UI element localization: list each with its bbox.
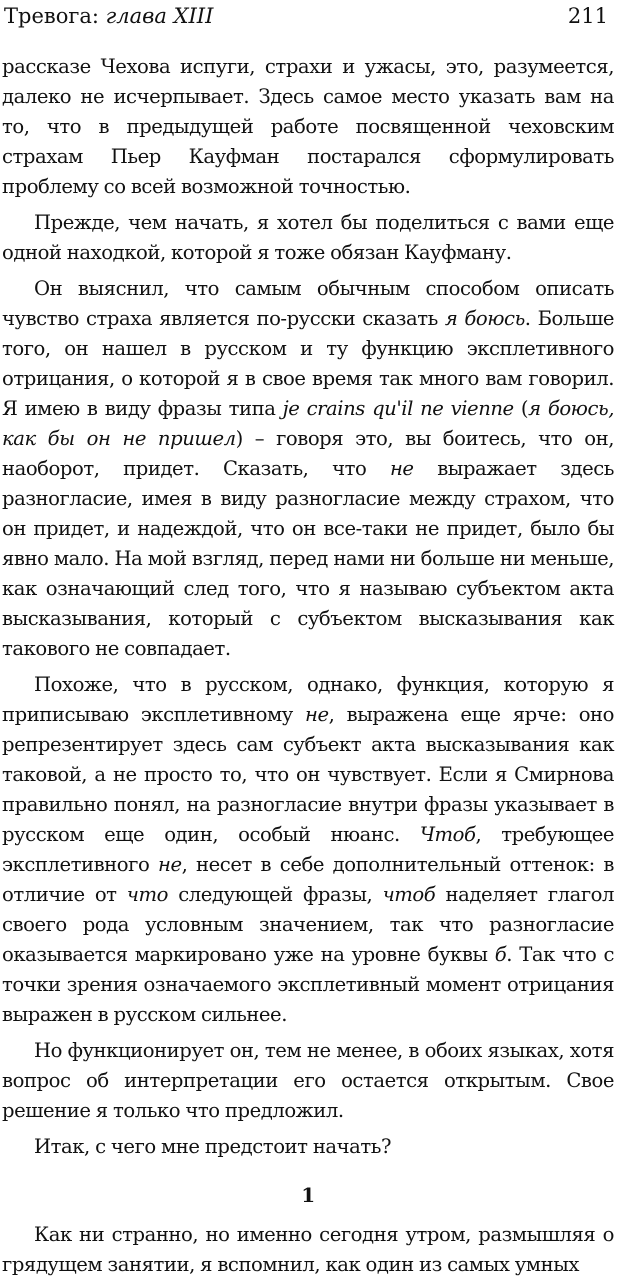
- running-head: [4, 2, 213, 30]
- page-body: [2, 52, 614, 1286]
- paragraph-2: Прежде, чем начать, я хотел бы поделиться с вами еще одной находкой, которой я тоже обязан Кауфману.: [2, 211, 614, 264]
- page-number: 211: [567, 4, 608, 28]
- italic-term: чтоб: [382, 883, 436, 906]
- italic-term: Чтоб: [419, 823, 476, 846]
- paragraph-1: рассказе Чехова испуги, страхи и ужасы, это, разумеется, далеко не исчерпывает. Здесь самое место указать вам на то, что в предыдущей работе посвященной чеховским страхам Пьер Кауфман постарался сформулировать проблему со всей возможной точностью.: [2, 55, 614, 198]
- page-header: [4, 2, 608, 42]
- italic-term: не: [389, 457, 414, 480]
- italic-term: что: [126, 883, 169, 906]
- section-number: 1: [301, 1183, 315, 1207]
- italic-term: я боюсь: [444, 307, 525, 330]
- italic-term: б: [494, 943, 507, 966]
- italic-term: не: [157, 853, 182, 876]
- running-head-chapter: глава XIII: [105, 4, 214, 28]
- italic-term: не: [305, 703, 329, 726]
- paragraph-6: Итак, с чего мне предстоит начать?: [34, 1135, 392, 1158]
- italic-term: je crains qu'il ne vienne: [282, 397, 514, 420]
- running-head-title: Тревога:: [4, 4, 99, 28]
- paragraph-5: Но функционирует он, тем не менее, в обоих языках, хотя вопрос об интерпретации его остается открытым. Свое решение я только что предложил.: [2, 1039, 614, 1122]
- italic-term: я боюсь, как бы он не пришел: [2, 397, 614, 450]
- paragraph-7: Как ни странно, но именно сегодня утром, размышляя о грядущем занятии, я вспомнил, как один из самых умных: [2, 1223, 614, 1276]
- paragraph-4: Похоже, что в русском, однако, функция, которую я приписываю эксплетивному не, выражена еще ярче: оно репрезентирует здесь сам субъект акта высказывания как таковой, а не просто то, что он чувствует. Если я Смирнова правильно понял, на разногласие внутри фразы указывает в русском еще один, особый нюанс. Чтоб, требующее эксплетивного не, несет в себе дополнительный оттенок: в отличие от что следующей фразы, чтоб наделяет глагол своего рода условным значением, так что разногласие оказывается маркировано уже на уровне буквы б. Так что с точки зрения означаемого эксплетивный момент отрицания выражен в русском сильнее.: [2, 673, 614, 1026]
- paragraph-3: Он выяснил, что самым обычным способом описать чувство страха является по-русски сказать я боюсь. Больше того, он нашел в русском и ту функцию эксплетивного отрицания, о которой я в свое время так много вам говорил. Я имею в виду фразы типа je crains qu'il ne vienne (я боюсь, как бы он не пришел) – говоря это, вы боитесь, что он, наоборот, придет. Сказать, что не выражает здесь разногласие, имея в виду разногласие между страхом, что он придет, и надеждой, что он все-таки не придет, было бы явно мало. На мой взгляд, перед нами ни больше ни меньше, как означающий след того, что я называю субъектом акта высказывания, который с субъектом высказывания как такового не совпадает.: [2, 277, 615, 660]
